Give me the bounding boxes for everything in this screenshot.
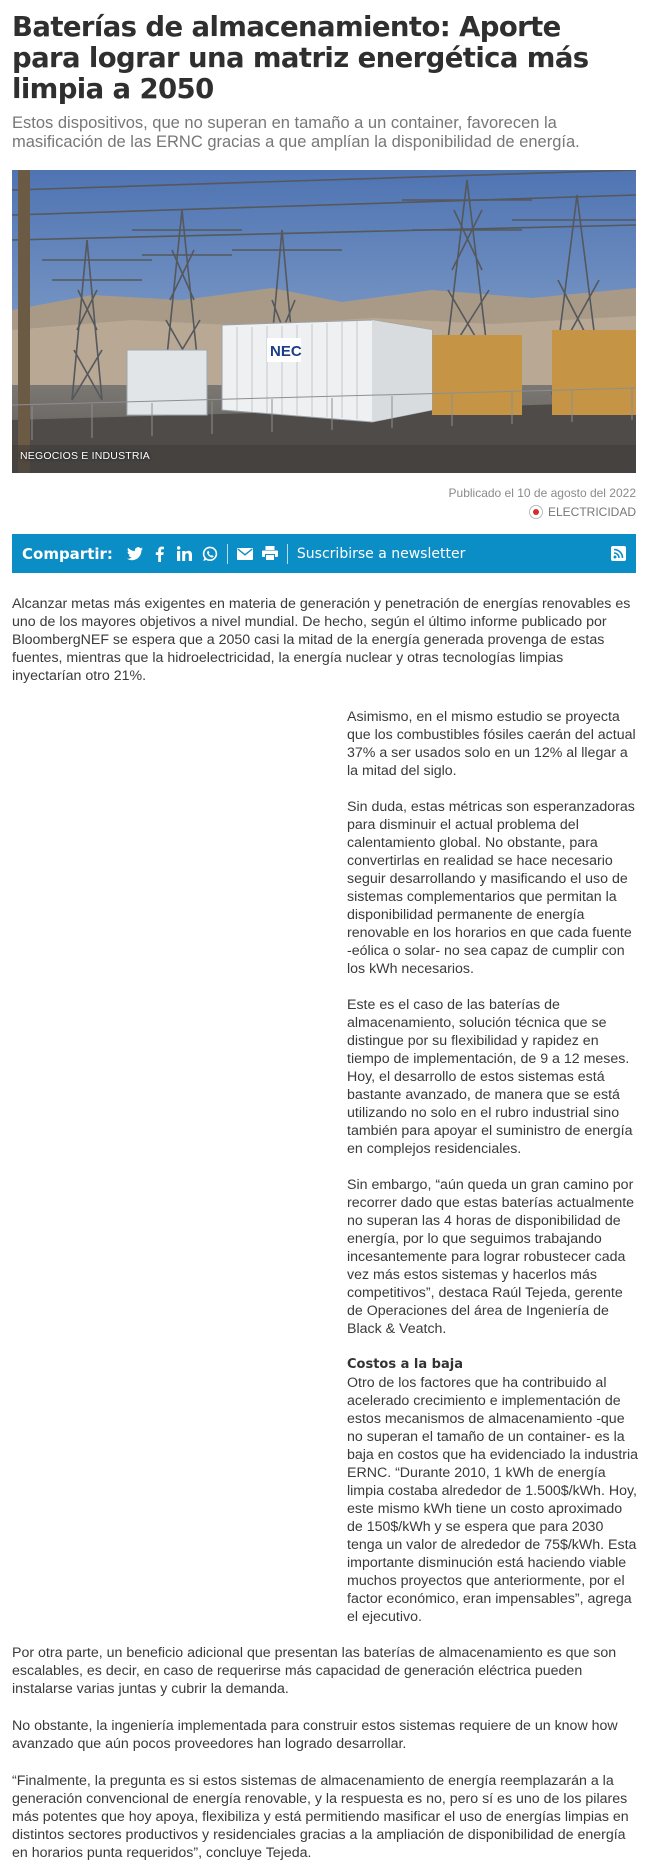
facebook-icon[interactable] [152, 546, 168, 562]
article-meta [12, 485, 636, 524]
electricity-icon [529, 505, 543, 519]
container-logo: NEC [270, 343, 302, 360]
intro-paragraph: Alcanzar metas más exigentes en materia de generación y penetración de energías renovables es uno de los mayores objetivos a nivel mundial. De hecho, según el último informe publicado por BloombergNEF se espera que a 2050 casi la mitad de la energía generada provenga de estas fuentes, mientras que la hidroelectricidad, la energía nuclear y otras tecnologías limpias inyectarían otro 21%. [12, 596, 631, 684]
paragraph: Sin embargo, “aún queda un gran camino por recorrer dado que estas baterías actualmente no superan las 4 horas de disponibilidad de energía, por lo que seguimos trabajando incesantemente para lograr robustecer cada vez más estos sistemas y hacerlos más competitivos”, destaca Raúl Tejeda, gerente de Operaciones del área de Ingeniería de Black & Veatch. [347, 1177, 635, 1337]
paragraph: Por otra parte, un beneficio adicional que presentan las baterías de almacenamiento es que son escalables, es decir, en caso de requerirse más capacidad de generación eléctrica pueden instalarse varias juntas y cubrir la demanda. [12, 1645, 617, 1697]
subhead-section [347, 1356, 640, 1626]
linkedin-icon[interactable] [177, 546, 193, 562]
print-icon[interactable] [262, 546, 278, 562]
paragraph: Sin duda, estas métricas son esperanzadoras para disminuir el actual problema del calentamiento global. No obstante, para convertirlas en realidad se hace necesario seguir desarrollando y masificando el uso de sistemas complementarios que permitan la disponibilidad permanente de energía renovable en los horarios en que cada fuente -eólica o solar- no sea capaz de cumplir con los kWh necesarios. [347, 799, 635, 977]
paragraph: “Finalmente, la pregunta es si estos sistemas de almacenamiento de energía reemplazarán a la generación convencional de energía renovable, y la respuesta es no, pero sí es uno de los pilares más potentes que hoy apoya, flexibiliza y está permitiendo masificar el uso de energías limpias en distintos sectores productivos y residenciales gracias a la ampliación de disponibilidad de energía en horarios punta requeridos”, concluye Tejeda. [12, 1773, 629, 1861]
paragraph: Otro de los factores que ha contribuido al acelerado crecimiento e implementación de estos mecanismos de almacenamiento -que no superan el tamaño de un container- es la baja en costos que ha evidenciado la industria ERNC. “Durante 2010, 1 kWh de energía limpia costaba alrededor de 1.500$/kWh. Hoy, este mismo kWh tiene un costo aproximado de 150$/kWh y se espera que para 2030 tenga un valor de alrededor de 75$/kWh. Esta importante disminución está haciendo viable muchos proyectos que anteriormente, por el factor económico, eran impensables”, agrega el ejecutivo. [347, 1375, 639, 1625]
rss-icon[interactable] [610, 546, 626, 562]
paragraph: Asimismo, en el mismo estudio se proyecta que los combustibles fósiles caerán del actual 37% a ser usados solo en un 12% al llegar a la mitad del siglo. [347, 709, 636, 779]
whatsapp-icon[interactable] [202, 546, 218, 562]
hero-image [12, 170, 636, 473]
newsletter-link[interactable]: Suscribirse a newsletter [296, 545, 466, 562]
closing-section [12, 1644, 636, 1862]
substation-photo [12, 170, 636, 473]
article-column [347, 708, 640, 1626]
utility-icons [237, 546, 278, 562]
article-subtitle: Estos dispositivos, que no superan en tamaño a un container, favorecen la masificación de las ERNC gracias a que amplían la disponibilidad de energía. [12, 114, 580, 151]
share-label: Compartir: [22, 544, 113, 563]
publish-date: Publicado el 10 de agosto del 2022 [448, 486, 636, 500]
email-icon[interactable] [237, 546, 253, 562]
twitter-icon[interactable] [127, 546, 143, 562]
divider [287, 544, 288, 564]
share-bar [12, 534, 636, 573]
divider [227, 544, 228, 564]
share-icons [127, 546, 218, 562]
section-subheading: Costos a la baja [347, 1357, 463, 1372]
category-tag[interactable] [529, 504, 636, 520]
paragraph: Este es el caso de las baterías de almacenamiento, solución técnica que se distingue por su flexibilidad y rapidez en tiempo de implementación, de 9 a 12 meses. Hoy, el desarrollo de estos sistemas está bastante avanzado, de manera que se está utilizando no solo en el rubro industrial sino también para apoyar el suministro de energía en complejos residenciales. [347, 997, 633, 1157]
article-title: Baterías de almacenamiento: Aporte para lograr una matriz energética más limpia a 2050 [12, 11, 589, 105]
category-tag-label[interactable]: ELECTRICIDAD [547, 505, 636, 519]
image-category-label[interactable]: NEGOCIOS E INDUSTRIA [20, 450, 151, 462]
paragraph: No obstante, la ingeniería implementada para construir estos sistemas requiere de un know how avanzado que aún pocos proveedores han logrado desarrollar. [12, 1718, 618, 1752]
